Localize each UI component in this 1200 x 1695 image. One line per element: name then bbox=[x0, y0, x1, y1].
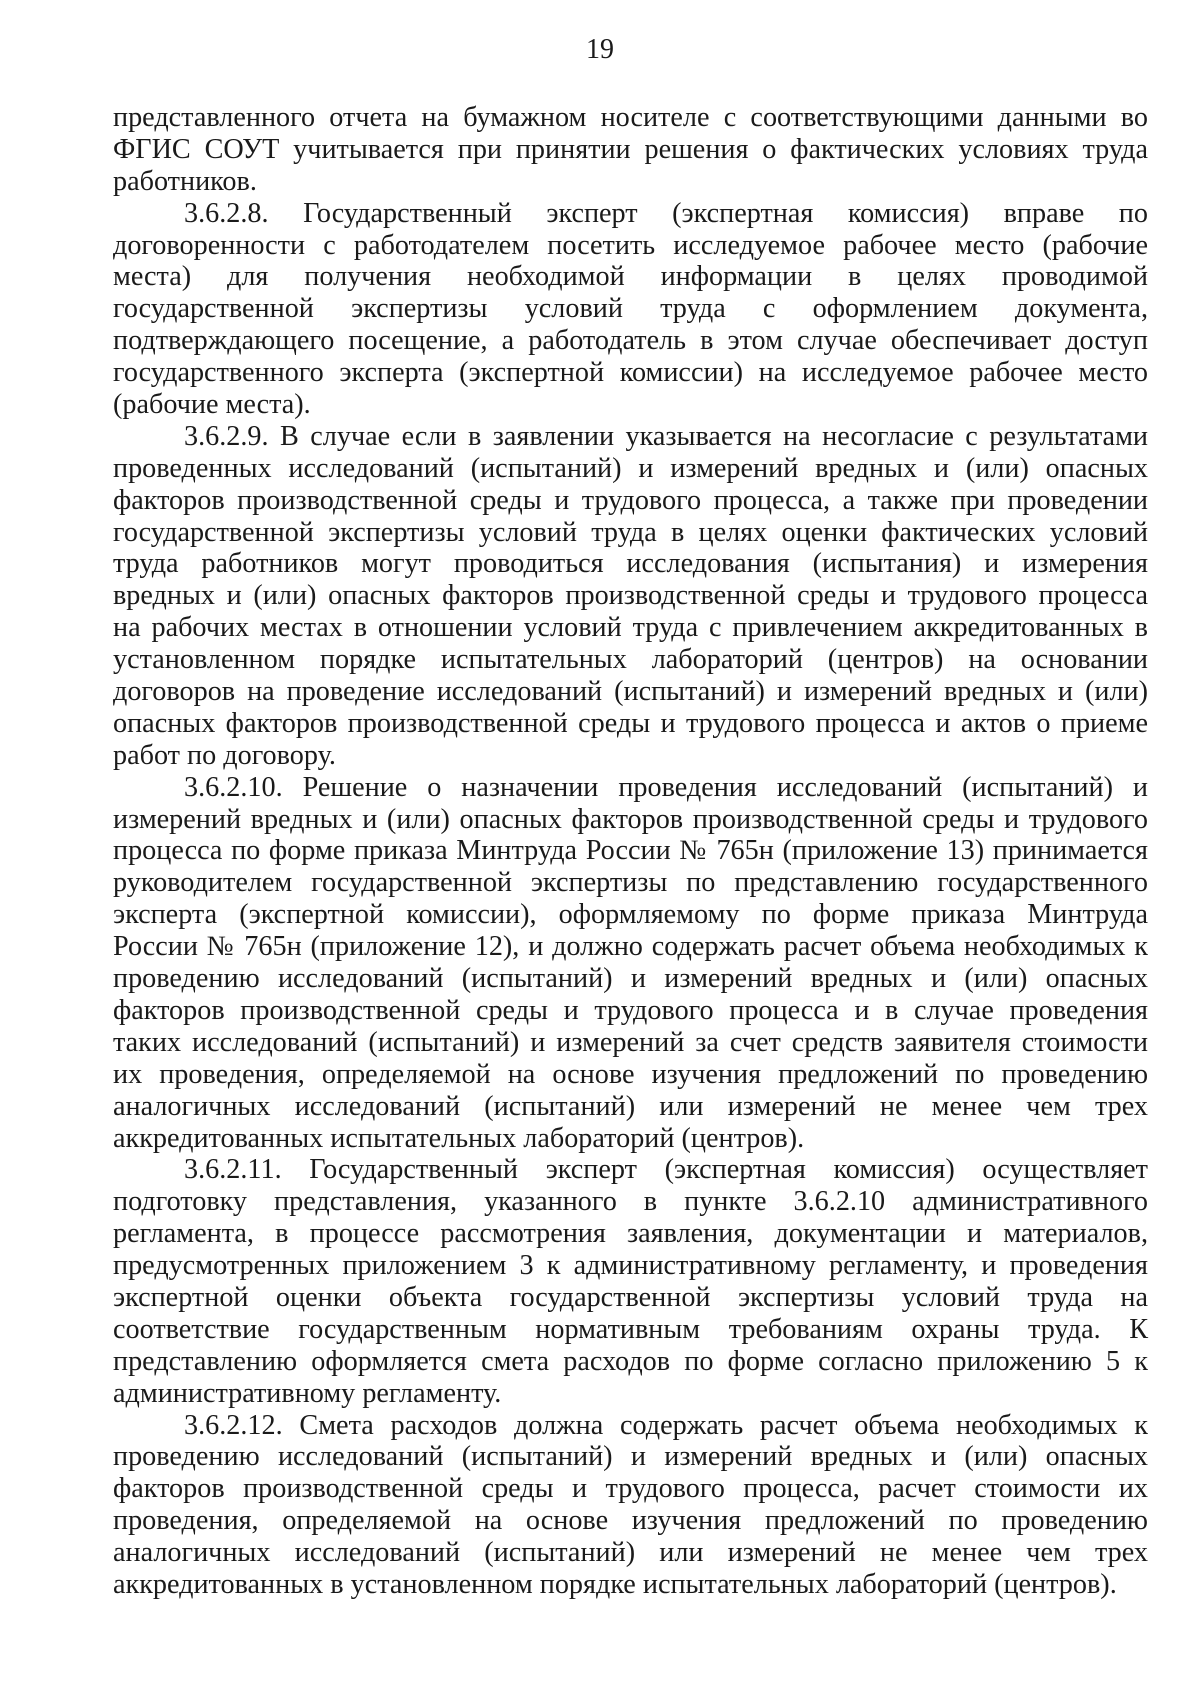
text-line: (рабочие места). bbox=[113, 389, 311, 421]
text-line: 3.6.2.12. Смета расходов должна содержать расчет объема необходимых к bbox=[184, 1409, 1148, 1441]
text-line: подтверждающего посещение, а работодатель в этом случае обеспечивает доступ bbox=[113, 325, 1148, 357]
text-line: административному регламенту. bbox=[113, 1377, 502, 1409]
text-line: государственного эксперта (экспертной комиссии) на исследуемое рабочее место bbox=[113, 357, 1148, 389]
text-line: опасных факторов производственной среды и трудового процесса и актов о приеме bbox=[113, 707, 1148, 739]
text-line: факторов производственной среды и трудового процесса, а также при проведении bbox=[113, 484, 1148, 516]
text-line: работ по договору. bbox=[113, 739, 336, 771]
text-line: аккредитованных испытательных лабораторий (центров). bbox=[113, 1122, 805, 1154]
text-line: установленном порядке испытательных лабораторий (центров) на основании bbox=[113, 644, 1148, 676]
text-line: договоров на проведение исследований (испытаний) и измерений вредных и (или) bbox=[113, 676, 1148, 708]
text-line: соответствие государственным нормативным требованиям охраны труда. К bbox=[113, 1313, 1148, 1345]
text-line: таких исследований (испытаний) и измерений за счет средств заявителя стоимости bbox=[113, 1026, 1148, 1058]
text-line: России № 765н (приложение 12), и должно содержать расчет объема необходимых к bbox=[113, 931, 1148, 963]
text-line: процесса по форме приказа Минтруда России № 765н (приложение 13) принимается bbox=[113, 835, 1148, 867]
text-line: места) для получения необходимой информации в целях проводимой bbox=[113, 261, 1148, 293]
paragraph-3-6-2-12 bbox=[113, 1410, 1148, 1601]
text-line: 3.6.2.10. Решение о назначении проведения исследований (испытаний) и bbox=[184, 771, 1148, 803]
text-line: руководителем государственной экспертизы по представлению государственного bbox=[113, 867, 1148, 899]
text-line: государственной экспертизы условий труда в целях оценки фактических условий bbox=[113, 516, 1148, 548]
text-line: 3.6.2.11. Государственный эксперт (экспертная комиссия) осуществляет bbox=[184, 1154, 1148, 1186]
text-line: проведенных исследований (испытаний) и измерений вредных и (или) опасных bbox=[113, 452, 1148, 484]
text-line: государственной экспертизы условий труда с оформлением документа, bbox=[113, 293, 1148, 325]
text-line: проведения, определяемой на основе изучения предложений по проведению bbox=[113, 1505, 1148, 1537]
text-line: 3.6.2.8. Государственный эксперт (экспертная комиссия) вправе по bbox=[184, 197, 1148, 229]
text-line: эксперта (экспертной комиссии), оформляемому по форме приказа Минтруда bbox=[113, 899, 1148, 931]
paragraph-3-6-2-10 bbox=[113, 772, 1148, 1155]
text-line: представленного отчета на бумажном носителе с соответствующими данными во bbox=[113, 102, 1148, 133]
text-line: договоренности с работодателем посетить исследуемое рабочее место (рабочие bbox=[113, 229, 1148, 261]
text-line: регламента, в процессе рассмотрения заявления, документации и материалов, bbox=[113, 1218, 1148, 1250]
text-line: аккредитованных в установленном порядке испытательных лабораторий (центров). bbox=[113, 1568, 1117, 1600]
document-body bbox=[113, 102, 1148, 1601]
paragraph-3-6-2-11 bbox=[113, 1154, 1148, 1409]
text-line: труда работников могут проводиться исследования (испытания) и измерения bbox=[113, 548, 1148, 580]
text-line: факторов производственной среды и трудового процесса и в случае проведения bbox=[113, 994, 1148, 1026]
text-line: факторов производственной среды и трудового процесса, расчет стоимости их bbox=[113, 1473, 1148, 1505]
text-line: работников. bbox=[113, 165, 257, 197]
text-line: подготовку представления, указанного в пункте 3.6.2.10 административного bbox=[113, 1186, 1148, 1218]
text-line: измерений вредных и (или) опасных факторов производственной среды и трудового bbox=[113, 803, 1148, 835]
text-line: аналогичных исследований (испытаний) или измерений не менее чем трех bbox=[113, 1090, 1148, 1122]
text-line: 3.6.2.9. В случае если в заявлении указывается на несогласие с результатами bbox=[184, 420, 1148, 452]
text-line: представлению оформляется смета расходов по форме согласно приложению 5 к bbox=[113, 1345, 1148, 1377]
text-line: проведению исследований (испытаний) и измерений вредных и (или) опасных bbox=[113, 963, 1148, 995]
text-line: проведению исследований (испытаний) и измерений вредных и (или) опасных bbox=[113, 1441, 1148, 1473]
text-line: предусмотренных приложением 3 к административному регламенту, и проведения bbox=[113, 1250, 1148, 1282]
page-number: 19 bbox=[586, 34, 614, 65]
paragraph-3-6-2-9 bbox=[113, 421, 1148, 772]
paragraph-continuation bbox=[113, 102, 1148, 198]
text-line: вредных и (или) опасных факторов производственной среды и трудового процесса bbox=[113, 580, 1148, 612]
text-line: ФГИС СОУТ учитывается при принятии решения о фактических условиях труда bbox=[113, 133, 1148, 165]
paragraph-3-6-2-8 bbox=[113, 198, 1148, 421]
text-line: аналогичных исследований (испытаний) или измерений не менее чем трех bbox=[113, 1537, 1148, 1569]
text-line: их проведения, определяемой на основе изучения предложений по проведению bbox=[113, 1058, 1148, 1090]
text-line: на рабочих местах в отношении условий труда с привлечением аккредитованных в bbox=[113, 612, 1148, 644]
text-line: экспертной оценки объекта государственной экспертизы условий труда на bbox=[113, 1281, 1148, 1313]
